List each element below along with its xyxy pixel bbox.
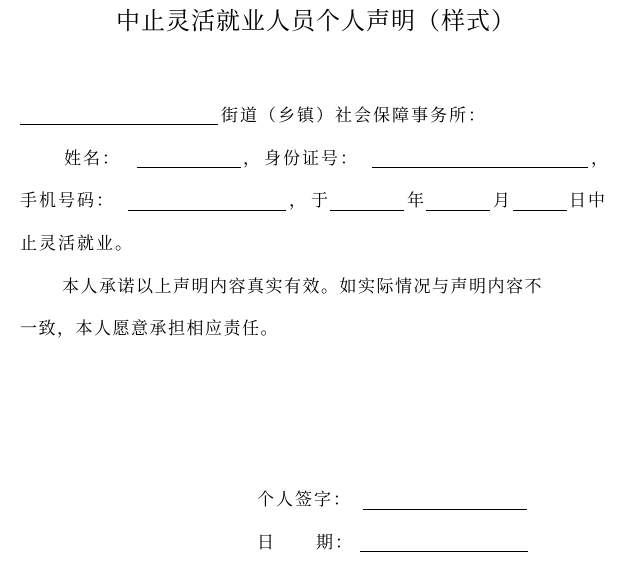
name-comma: ， — [243, 149, 262, 169]
at-word: 于 — [311, 191, 330, 211]
promise-line-2: 一致，本人愿意承担相应责任。 — [20, 319, 279, 339]
id-comma: ， — [591, 149, 610, 169]
terminate-tail: 止灵活就业。 — [20, 234, 134, 254]
signature-blank[interactable] — [363, 509, 527, 510]
addressee-suffix: 街道（乡镇）社会保障事务所： — [221, 106, 487, 126]
year-blank[interactable] — [330, 210, 404, 211]
month-blank[interactable] — [426, 210, 490, 211]
date-blank[interactable] — [360, 551, 528, 552]
date-label-first: 日 — [257, 533, 276, 553]
date-label-second: 期： — [316, 533, 354, 553]
office-name-blank[interactable] — [20, 124, 218, 125]
document-title: 中止灵活就业人员个人声明（样式） — [116, 7, 516, 35]
month-word: 月 — [493, 191, 512, 211]
year-word: 年 — [407, 191, 426, 211]
id-number-label: 身份证号： — [264, 149, 359, 169]
phone-label: 手机号码： — [20, 191, 115, 211]
name-label: 姓名： — [64, 149, 121, 169]
id-number-blank[interactable] — [372, 167, 588, 168]
day-blank[interactable] — [513, 210, 567, 211]
name-blank[interactable] — [137, 167, 241, 168]
phone-comma: ， — [289, 191, 308, 211]
promise-line-1: 本人承诺以上声明内容真实有效。如实际情况与声明内容不 — [62, 277, 543, 297]
day-word: 日中 — [569, 191, 607, 211]
phone-number-blank[interactable] — [128, 210, 286, 211]
signature-label: 个人签字： — [257, 490, 352, 510]
